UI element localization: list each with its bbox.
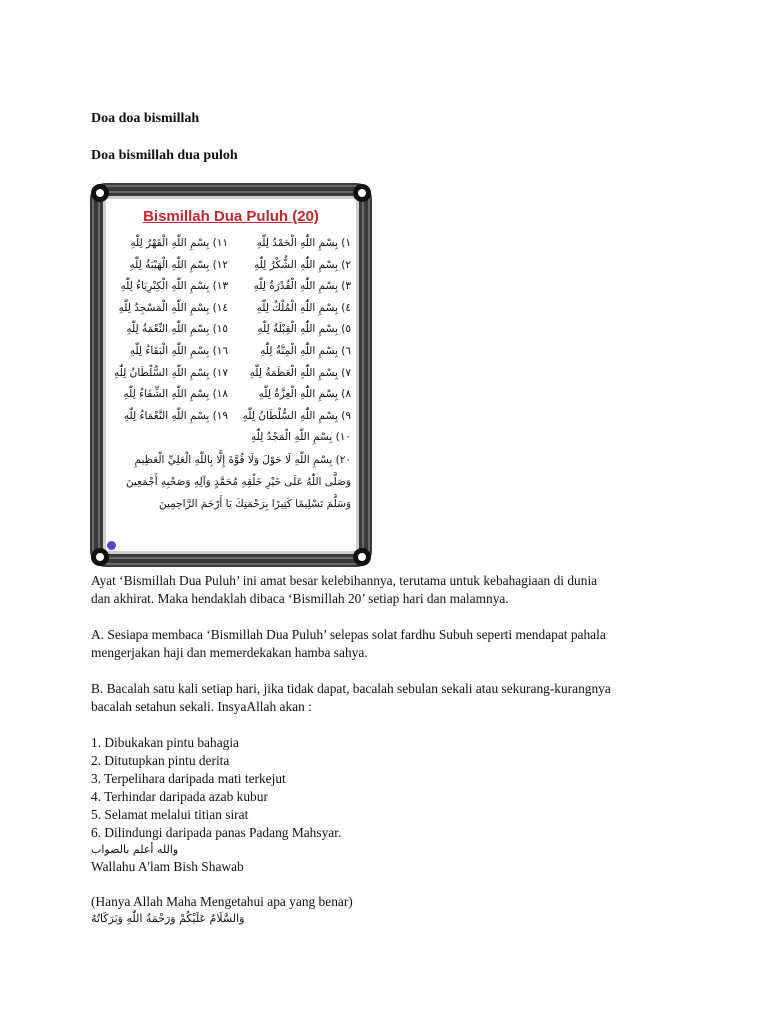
arabic-right-item: ٥) بِسْمِ اللّٰهِ الْقِبْلَةُ لِلّٰهِ (257, 323, 351, 336)
arabic-grid (111, 233, 351, 449)
arabic-right-item: ٨) بِسْمِ اللّٰهِ الْعِزَّةُ لِلّٰهِ (258, 388, 351, 401)
arabic-right-item: ٩) بِسْمِ اللّٰهِ السُّلْطَانُ لِلّٰهِ (242, 409, 351, 422)
document-subtitle: Doa bismillah dua puloh (91, 148, 238, 163)
paragraph-intro (91, 572, 691, 608)
arabic-right-item: ٤) بِسْمِ اللّٰهِ الْمُلْكُ لِلّٰهِ (256, 301, 351, 314)
paragraph-line: bacalah setahun sekali. InsyaAllah akan : (91, 699, 312, 714)
arabic-left-item: ١٣) بِسْمِ اللّٰهِ الْكِبْرِيَاءُ لِلّٰهِ (120, 280, 228, 293)
arabic-left-item: ١٦) بِسْمِ اللّٰهِ الْبَقَاءُ لِلّٰهِ (129, 344, 228, 357)
bismillah-image (90, 183, 372, 567)
list-item: 5. Selamat melalui titian sirat (91, 807, 249, 822)
arabic-line-salam: وَسَلَّمَ تَسْلِيمًا كَثِيرًا بِرَحْمَتِكَ يَا أَرْحَمَ الرَّاحِمِينَ (158, 497, 351, 510)
arabic-left-item: ١٧) بِسْمِ اللّٰهِ السُّلْطَانُ لِلّٰهِ (113, 366, 228, 379)
paragraph-b (91, 680, 691, 716)
arabic-left-item: ١٨) بِسْمِ اللّٰهِ الشِّفَاءُ لِلّٰهِ (123, 388, 228, 401)
image-heading: Bismillah Dua Puluh (20) (143, 208, 319, 225)
list-item: 3. Terpelihara daripada mati terkejut (91, 771, 286, 786)
paragraph-line: A. Sesiapa membaca ‘Bismillah Dua Puluh’ selepas solat fardhu Subuh seperti mendapat pahala (91, 627, 606, 642)
list-item: 6. Dilindungi daripada panas Padang Mahsyar. (91, 825, 342, 840)
logo-icon (107, 541, 116, 550)
arabic-right-item: ١) بِسْمِ اللّٰهِ الْحَمْدُ لِلّٰهِ (256, 237, 351, 249)
arabic-left-item: ١٢) بِسْمِ اللّٰهِ الْهَيْبَةُ لِلّٰهِ (129, 258, 228, 271)
arabic-left-item (111, 427, 228, 449)
arabic-line-20: ٢٠) بِسْمِ اللّٰهِ لَا حَوْلَ وَلَا قُوَّةَ إِلَّا بِاللّٰهِ الْعَلِيِّ الْعَظِيمِ (134, 453, 351, 466)
paragraph-line: Ayat ‘Bismillah Dua Puluh’ ini amat besar kelebihannya, terutama untuk kebahagiaan di dunia (91, 573, 598, 588)
arabic-wallahu-alam: والله أعلم بالصواب (91, 843, 179, 856)
arabic-right-item: ٧) بِسْمِ اللّٰهِ الْعَظَمَةُ لِلّٰهِ (249, 366, 351, 379)
arabic-right-item: ٢) بِسْمِ اللّٰهِ الشُّكْرُ لِلّٰهِ (254, 258, 351, 271)
document-title: Doa doa bismillah (91, 111, 200, 126)
arabic-left-item: ١١) بِسْمِ اللّٰهِ الْقَهْرُ لِلّٰهِ (130, 237, 228, 249)
closing-translation: (Hanya Allah Maha Mengetahui apa yang benar) (91, 894, 353, 909)
arabic-line-salawat: وَصَلَّى اللّٰهُ عَلَى خَيْرِ خَلْقِهِ مُحَمَّدٍ وَآلِهِ وَصَحْبِهِ أَجْمَعِينَ (125, 475, 351, 488)
paragraph-a (91, 626, 691, 662)
paragraph-line: mengerjakan haji dan memerdekakan hamba sahya. (91, 645, 368, 660)
list-item: 2. Ditutupkan pintu derita (91, 753, 230, 768)
closing-section (91, 893, 691, 927)
paragraph-line: B. Bacalah satu kali setiap hari, jika tidak dapat, bacalah sebulan sekali atau sekurang-kurangnya (91, 681, 611, 696)
arabic-right-item: ٦) بِسْمِ اللّٰهِ الْمِنَّةُ لِلّٰهِ (260, 344, 351, 357)
list-item: 4. Terhindar daripada azab kubur (91, 789, 268, 804)
benefits-list (91, 734, 691, 876)
arabic-left-item: ١٤) بِسْمِ اللّٰهِ الْمَسْجِدُ لِلّٰهِ (118, 301, 228, 314)
paragraph-line: dan akhirat. Maka hendaklah dibaca ‘Bismillah 20’ setiap hari dan malamnya. (91, 591, 509, 606)
watermark-logo (107, 541, 118, 550)
closing-salam: وَالسَّلَامُ عَلَيْكُمْ وَرَحْمَةُ اللّٰهِ وَبَرَكَاتُهُ (91, 912, 245, 925)
arabic-left-item: ١٩) بِسْمِ اللّٰهِ النَّعْمَاءُ لِلّٰهِ (123, 409, 228, 422)
arabic-right-item: ٣) بِسْمِ اللّٰهِ الْقُدْرَةُ لِلّٰهِ (253, 280, 351, 293)
wallahu-alam-text: Wallahu A'lam Bish Shawab (91, 859, 244, 874)
arabic-right-item: ١٠) بِسْمِ اللّٰهِ الْمَجْدُ لِلّٰهِ (250, 431, 351, 444)
arabic-left-item: ١٥) بِسْمِ اللّٰهِ النِّعْمَةُ لِلّٰهِ (126, 323, 228, 336)
list-item: 1. Dibukakan pintu bahagia (91, 735, 240, 750)
